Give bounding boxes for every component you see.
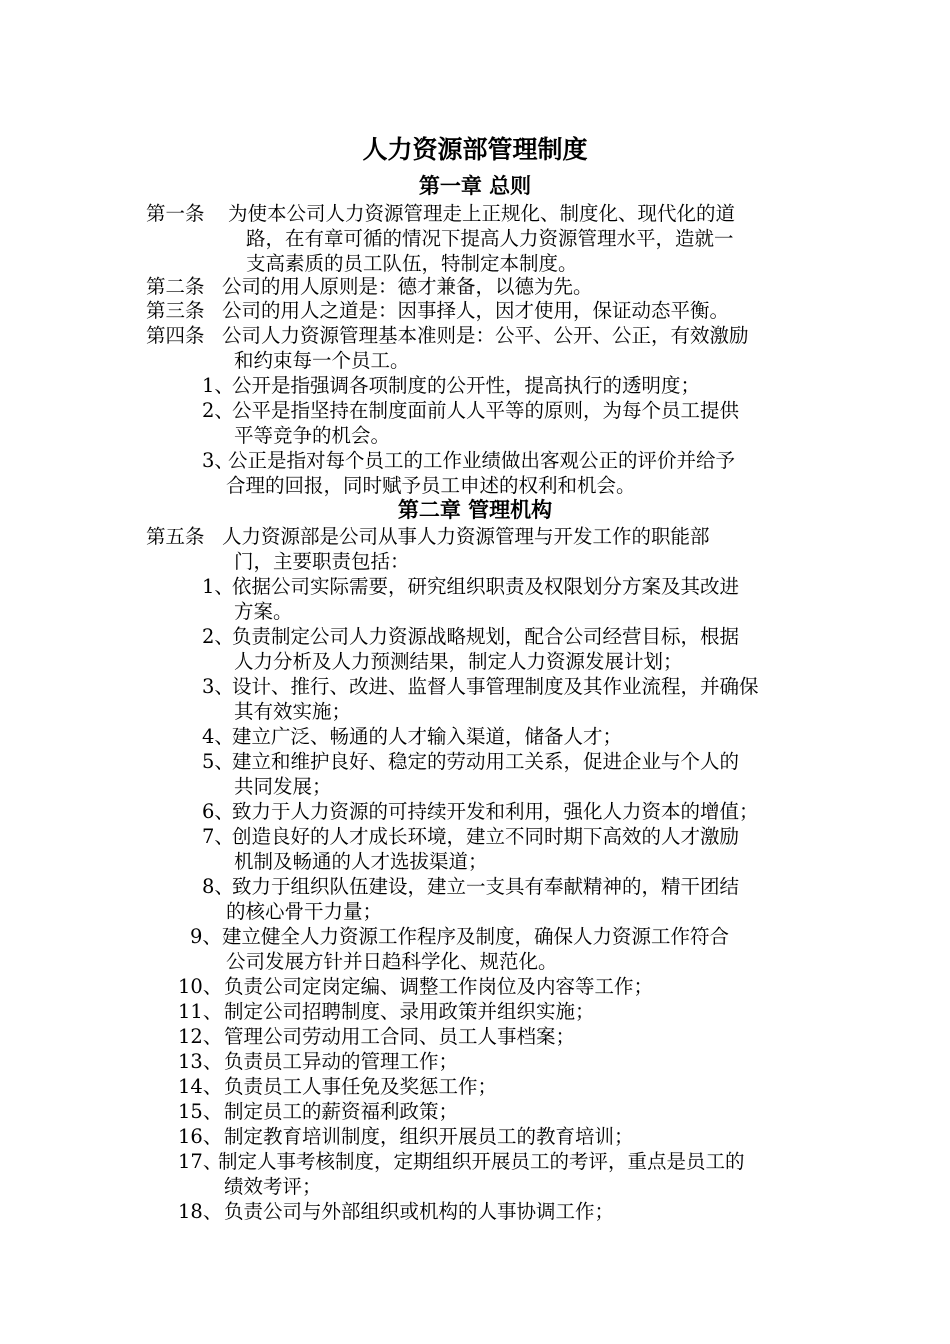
- item-text: 制定教育培训制度，组织开展员工的教育培训；: [224, 1125, 634, 1148]
- item-number: 10、: [178, 975, 223, 998]
- item-text: 公正是指对每个员工的工作业绩做出客观公正的评价并给予: [228, 449, 736, 472]
- item-text: 设计、推行、改进、监督人事管理制度及其作业流程，并确保: [232, 675, 759, 698]
- item-text: 建立和维护良好、稳定的劳动用工关系，促进企业与个人的: [232, 750, 740, 773]
- item-text: 制定公司招聘制度、录用政策并组织实施；: [224, 1000, 595, 1023]
- item-number: 3、: [202, 449, 234, 472]
- item-number: 11、: [178, 1000, 223, 1023]
- item-number: 2、: [202, 399, 234, 422]
- item-text: 负责公司与外部组织或机构的人事协调工作；: [224, 1200, 615, 1223]
- article-5-label: 第五条: [146, 525, 205, 548]
- item-text: 平等竞争的机会。: [234, 424, 391, 447]
- article-1-line: 路，在有章可循的情况下提高人力资源管理水平，造就一: [246, 227, 734, 250]
- item-text: 管理公司劳动用工合同、员工人事档案；: [224, 1025, 576, 1048]
- item-text: 负责制定公司人力资源战略规划，配合公司经营目标，根据: [232, 625, 740, 648]
- item-text: 建立健全人力资源工作程序及制度，确保人力资源工作符合: [222, 925, 730, 948]
- item-number: 2、: [202, 625, 234, 648]
- item-number: 13、: [178, 1050, 223, 1073]
- article-2-text: 公司的用人原则是：德才兼备，以德为先。: [222, 275, 593, 298]
- article-3-label: 第三条: [146, 299, 205, 322]
- article-1-label: 第一条: [146, 202, 205, 225]
- chapter-2-heading: 第二章 管理机构: [397, 497, 553, 522]
- item-number: 15、: [178, 1100, 223, 1123]
- item-text: 致力于组织队伍建设，建立一支具有奉献精神的，精干团结: [232, 875, 740, 898]
- chapter-1-heading: 第一章 总则: [418, 173, 532, 198]
- item-text: 合理的回报，同时赋予员工申述的权利和机会。: [226, 474, 636, 497]
- item-text: 机制及畅通的人才选拔渠道；: [234, 850, 488, 873]
- item-text: 制定员工的薪资福利政策；: [224, 1100, 459, 1123]
- item-text: 绩效考评；: [224, 1175, 322, 1198]
- item-text: 建立广泛、畅通的人才输入渠道，储备人才；: [232, 725, 623, 748]
- item-number: 16、: [178, 1125, 223, 1148]
- item-number: 6、: [202, 800, 234, 823]
- article-3-text: 公司的用人之道是：因事择人，因才使用，保证动态平衡。: [222, 299, 730, 322]
- item-text: 共同发展；: [234, 775, 332, 798]
- item-text: 人力分析及人力预测结果，制定人力资源发展计划；: [234, 650, 683, 673]
- item-number: 4、: [202, 725, 234, 748]
- item-number: 17、: [178, 1150, 223, 1173]
- item-text: 公开是指强调各项制度的公开性，提高执行的透明度；: [232, 374, 701, 397]
- item-number: 1、: [202, 374, 234, 397]
- item-text: 负责公司定岗定编、调整工作岗位及内容等工作；: [224, 975, 654, 998]
- article-1-line: 支高素质的员工队伍，特制定本制度。: [246, 252, 578, 275]
- item-number: 8、: [202, 875, 234, 898]
- article-5-line: 门，主要职责包括：: [234, 550, 410, 573]
- item-text: 公司发展方针并日趋科学化、规范化。: [226, 950, 558, 973]
- item-number: 18、: [178, 1200, 223, 1223]
- item-text: 公平是指坚持在制度面前人人平等的原则，为每个员工提供: [232, 399, 740, 422]
- item-text: 其有效实施；: [234, 700, 352, 723]
- item-number: 5、: [202, 750, 234, 773]
- item-number: 7、: [202, 825, 234, 848]
- item-number: 12、: [178, 1025, 223, 1048]
- item-text: 制定人事考核制度，定期组织开展员工的考评，重点是员工的: [218, 1150, 745, 1173]
- item-text: 方案。: [234, 600, 293, 623]
- item-text: 致力于人力资源的可持续开发和利用，强化人力资本的增值；: [232, 800, 759, 823]
- item-text: 负责员工异动的管理工作；: [224, 1050, 459, 1073]
- item-text: 负责员工人事任免及奖惩工作；: [224, 1075, 498, 1098]
- item-text: 依据公司实际需要，研究组织职责及权限划分方案及其改进: [232, 575, 740, 598]
- article-4-line: 和约束每一个员工。: [234, 349, 410, 372]
- item-text: 创造良好的人才成长环境，建立不同时期下高效的人才激励: [232, 825, 740, 848]
- item-number: 3、: [202, 675, 234, 698]
- item-number: 14、: [178, 1075, 223, 1098]
- article-4-line: 公司人力资源管理基本准则是：公平、公开、公正，有效激励: [222, 324, 749, 347]
- item-number: 1、: [202, 575, 234, 598]
- item-text: 的核心骨干力量；: [226, 900, 383, 923]
- item-number: 9、: [190, 925, 222, 948]
- article-4-label: 第四条: [146, 324, 205, 347]
- document-title: 人力资源部管理制度: [362, 135, 588, 164]
- article-5-line: 人力资源部是公司从事人力资源管理与开发工作的职能部: [222, 525, 710, 548]
- article-1-line: 为使本公司人力资源管理走上正规化、制度化、现代化的道: [228, 202, 736, 225]
- article-2-label: 第二条: [146, 275, 205, 298]
